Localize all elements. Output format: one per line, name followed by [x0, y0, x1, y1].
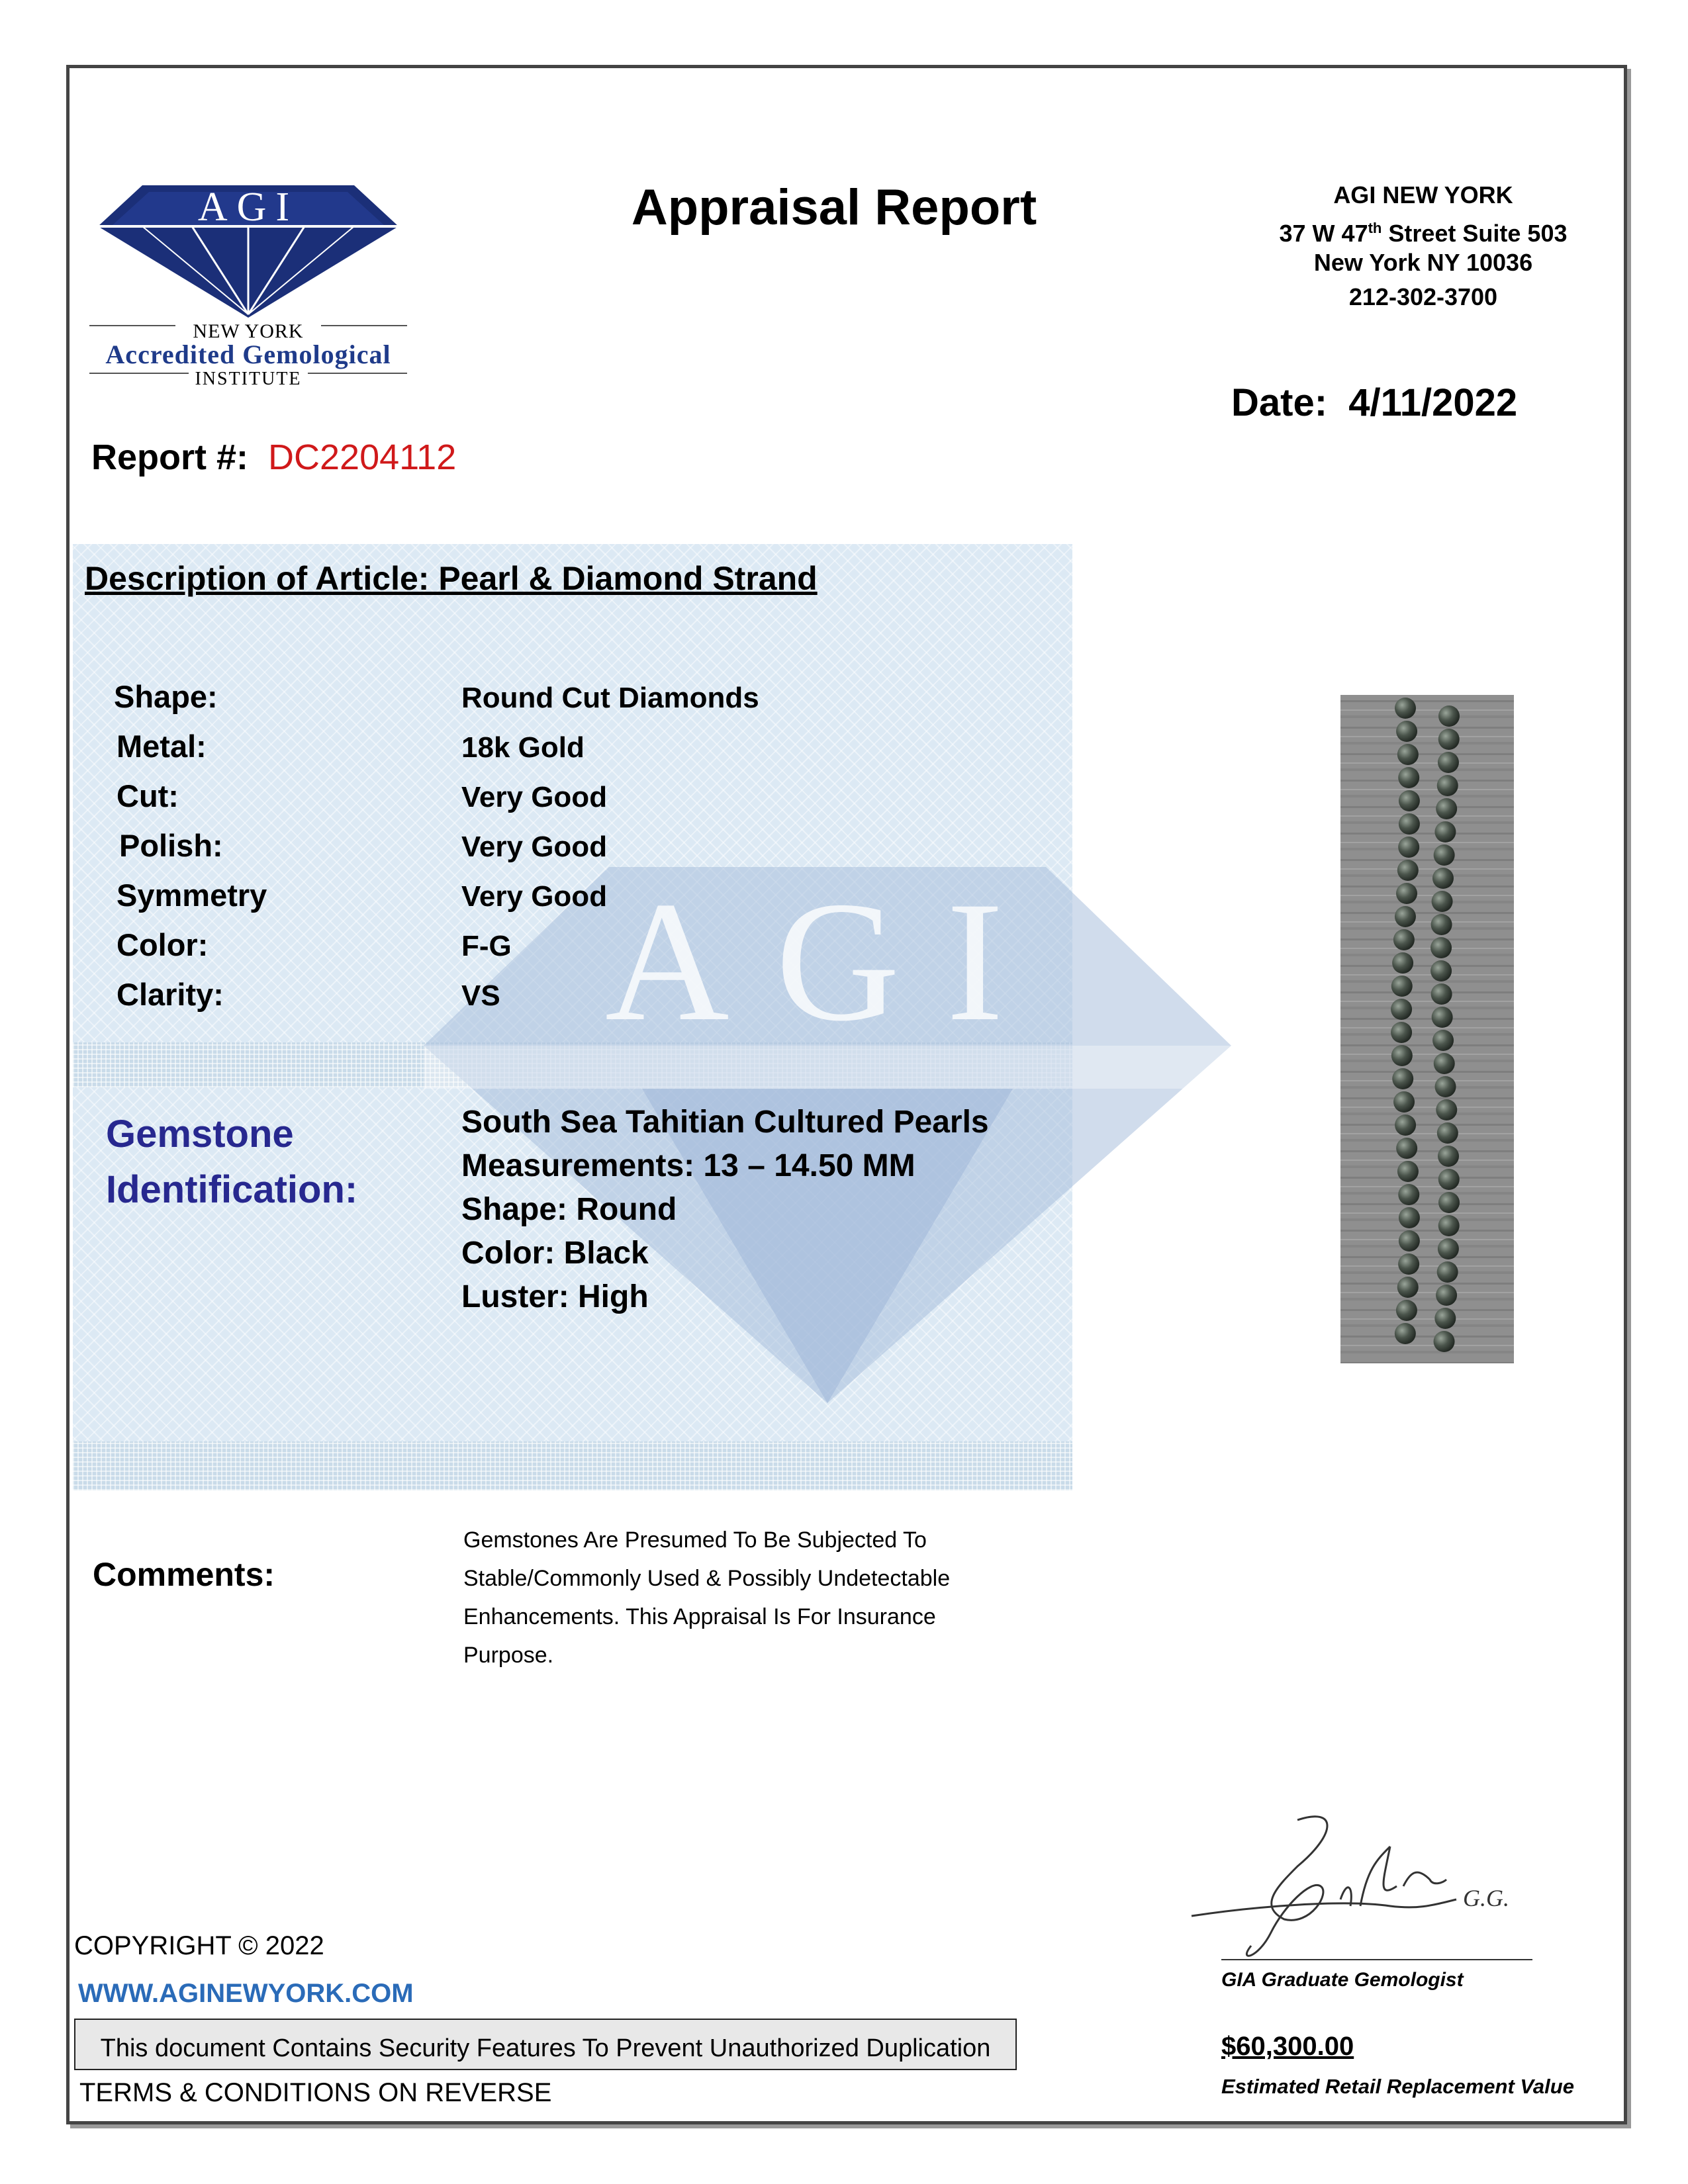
pearl	[1398, 837, 1419, 858]
pearl	[1431, 983, 1452, 1005]
pearl	[1436, 1099, 1457, 1120]
signature-credential: G.G.	[1463, 1885, 1509, 1911]
website-link[interactable]: WWW.AGINEWYORK.COM	[78, 1979, 414, 2008]
pearl	[1432, 891, 1453, 912]
spec-label: Polish:	[119, 828, 223, 863]
pearl	[1434, 1308, 1456, 1329]
pearl	[1434, 1053, 1455, 1074]
pearl	[1430, 960, 1452, 981]
spec-label: Symmetry	[117, 878, 267, 913]
comment-line: Purpose.	[463, 1643, 554, 1668]
spec-label: Clarity:	[117, 977, 224, 1012]
comment-line: Enhancements. This Appraisal Is For Insurance	[463, 1604, 936, 1629]
comment-line: Stable/Commonly Used & Possibly Undetectable	[463, 1566, 951, 1591]
street-prefix: 37 W 47	[1279, 220, 1368, 247]
pearl	[1434, 844, 1455, 866]
spec-value: Round Cut Diamonds	[461, 682, 759, 714]
gemstone-identification-label: Gemstone Identification:	[106, 1113, 358, 1211]
pearl	[1398, 1253, 1419, 1275]
pearl	[1438, 1146, 1459, 1167]
spec-value: VS	[461, 979, 500, 1012]
pearl	[1436, 1285, 1457, 1306]
city-line: New York NY 10036	[1313, 249, 1533, 276]
report-date	[1231, 381, 1517, 425]
gemstone-line: Shape: Round	[461, 1192, 677, 1227]
spec-label: Metal:	[117, 729, 207, 764]
value-caption: Estimated Retail Replacement Value	[1221, 2075, 1574, 2098]
spec-label: Cut:	[117, 778, 179, 813]
pearl	[1395, 906, 1416, 927]
pearl	[1434, 821, 1456, 842]
copyright-notice: COPYRIGHT © 2022	[74, 1931, 324, 1960]
street-address	[1211, 212, 1635, 250]
logo-city: NEW YORK	[193, 320, 304, 342]
appraised-value: $60,300.00	[1221, 2032, 1354, 2061]
security-notice: This document Contains Security Features To Prevent Unauthorized Duplication	[74, 2019, 1017, 2070]
pearl	[1399, 813, 1420, 835]
pearl	[1438, 1215, 1460, 1236]
pearl	[1399, 790, 1420, 811]
spec-label: Color:	[117, 927, 209, 962]
signature-line	[1221, 1959, 1532, 1960]
comment-line: Gemstones Are Presumed To Be Subjected To	[463, 1527, 927, 1553]
spec-value: 18k Gold	[461, 731, 585, 764]
pearl	[1432, 1030, 1454, 1051]
pearl	[1397, 1277, 1419, 1298]
spec-label: Shape:	[114, 679, 218, 714]
logo-letters: AGI	[197, 185, 299, 230]
pearl	[1437, 1122, 1458, 1144]
gemstone-line: Color: Black	[461, 1236, 649, 1271]
report-number	[91, 437, 456, 478]
logo-institute-word: INSTITUTE	[195, 369, 302, 389]
gemstone-line: Measurements: 13 – 14.50 MM	[461, 1148, 915, 1183]
pearl	[1437, 775, 1458, 796]
pearl	[1393, 1091, 1415, 1113]
date-value: 4/11/2022	[1348, 381, 1518, 424]
pearl	[1397, 744, 1419, 765]
pearl	[1438, 1169, 1460, 1190]
pearl	[1396, 1300, 1417, 1321]
pearl	[1398, 1184, 1419, 1205]
gemstone-line: Luster: High	[461, 1279, 649, 1314]
pearl	[1391, 1022, 1412, 1043]
pearl	[1435, 1076, 1456, 1097]
pearl	[1432, 1007, 1453, 1028]
pearl	[1399, 1207, 1420, 1228]
pearl	[1430, 937, 1452, 958]
date-label: Date:	[1231, 381, 1328, 424]
pearl	[1395, 698, 1416, 719]
pearl	[1395, 1323, 1416, 1344]
pearl	[1392, 952, 1413, 974]
pearl	[1396, 1138, 1417, 1159]
pearl	[1438, 752, 1459, 773]
terms-notice: TERMS & CONDITIONS ON REVERSE	[79, 2078, 552, 2107]
pearl	[1438, 705, 1460, 727]
pearl	[1396, 721, 1417, 742]
pearl	[1391, 999, 1412, 1020]
description-heading: Description of Article: Pearl & Diamond Strand	[85, 560, 818, 597]
pearl	[1396, 883, 1417, 904]
pearl	[1392, 1068, 1413, 1089]
street-superscript: th	[1368, 220, 1382, 236]
pearl	[1438, 729, 1460, 750]
gemstone-line: South Sea Tahitian Cultured Pearls	[461, 1105, 989, 1140]
pearl	[1436, 798, 1457, 819]
pearl	[1395, 1115, 1416, 1136]
handwritten-signature	[1178, 1807, 1549, 1979]
pearl	[1393, 929, 1415, 950]
pearl	[1397, 1161, 1419, 1182]
pearl	[1432, 868, 1454, 889]
spec-value: Very Good	[461, 831, 608, 863]
phone-number: 212-302-3700	[1348, 283, 1498, 310]
page-title: Appraisal Report	[631, 179, 1037, 236]
security-band	[73, 1441, 1072, 1490]
pearl	[1391, 976, 1413, 997]
report-number-value: DC2204112	[268, 437, 457, 477]
comments-label: Comments:	[93, 1556, 275, 1593]
pearl	[1399, 1230, 1420, 1251]
pearl-strand-photo	[1340, 695, 1514, 1363]
logo-institute-name: Accredited Gemological	[105, 340, 391, 369]
spec-value: Very Good	[461, 781, 608, 813]
street-suffix: Street Suite 503	[1382, 220, 1568, 247]
pearl	[1398, 767, 1419, 788]
pearl	[1437, 1261, 1458, 1283]
spec-value: F-G	[461, 930, 512, 962]
pearl	[1391, 1045, 1413, 1066]
report-number-label: Report #:	[91, 437, 249, 477]
watermark-letters: AGI	[604, 866, 1051, 1057]
spec-value: Very Good	[461, 880, 608, 913]
pearl	[1434, 1331, 1455, 1352]
signature-title: GIA Graduate Gemologist	[1221, 1969, 1464, 1991]
pearl	[1438, 1238, 1459, 1259]
pearl	[1397, 860, 1419, 881]
pearl	[1431, 914, 1452, 935]
pearl	[1438, 1192, 1460, 1213]
company-name: AGI NEW YORK	[1333, 181, 1513, 208]
